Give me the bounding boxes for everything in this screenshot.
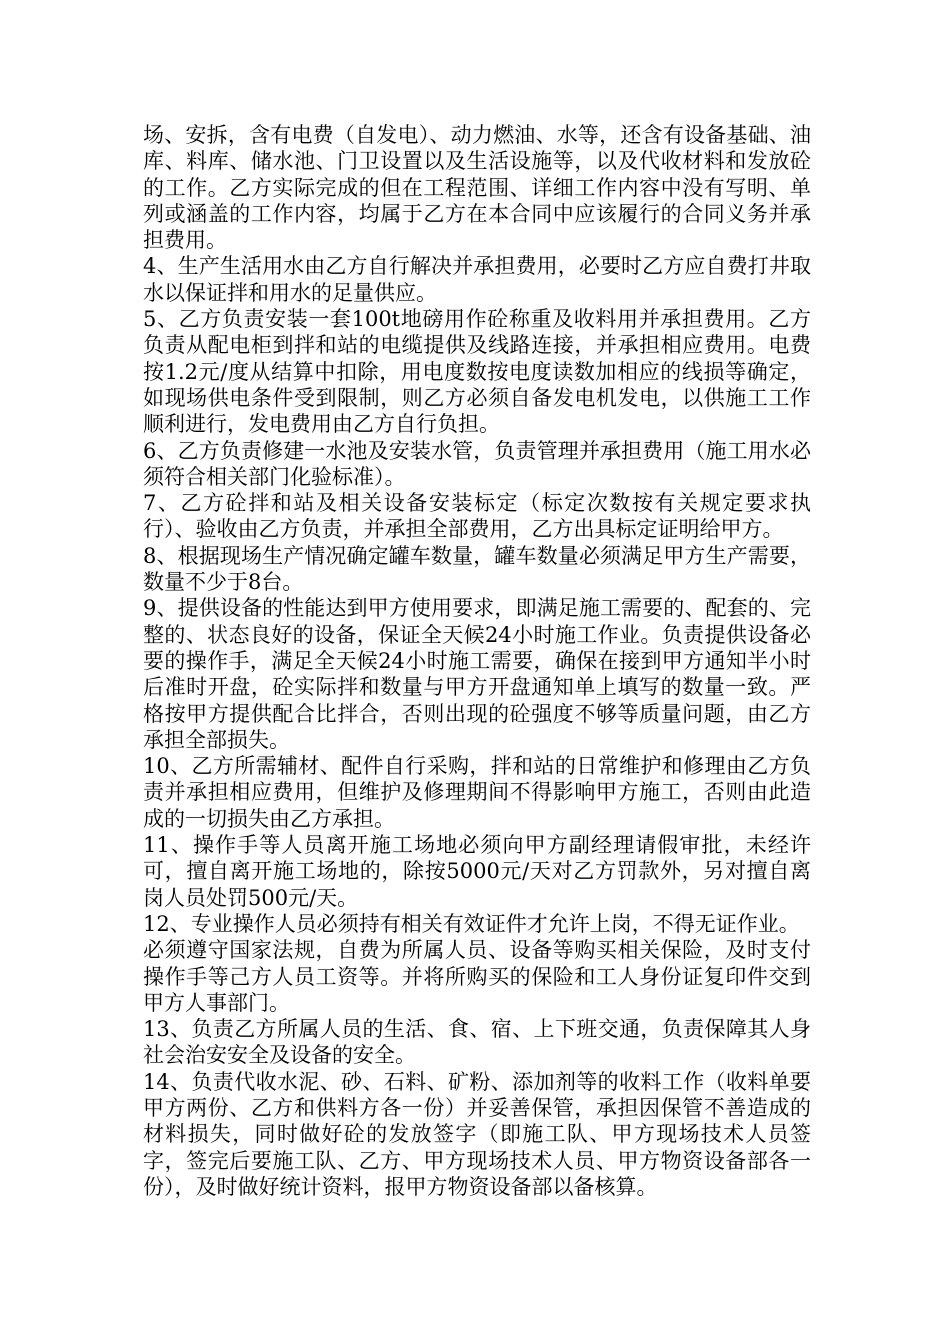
clause-8: 8、根据现场生产情况确定罐车数量，罐车数量必须满足甲方生产需要，数量不少于8台。 [143, 543, 811, 595]
clause-10: 10、乙方所需辅材、配件自行采购，拌和站的日常维护和修理由乙方负责并承担相应费用，但维护及修理期间不得影响甲方施工，否则由此造成的一切损失由乙方承担。 [143, 754, 811, 831]
clause-5: 5、乙方负责安装一套100t地磅用作砼称重及收料用并承担费用。乙方负责从配电柜到拌和站的电缆提供及线路连接，并承担相应费用。电费按1.2元/度从结算中扣除，用电度数按电度读数加相应的线损等确定，如现场供电条件受到限制，则乙方必须自备发电机发电，以供施工工作顺利进行，发电费用由乙方自行负担。 [143, 307, 811, 437]
clause-13: 13、负责乙方所属人员的生活、食、宿、上下班交通，负责保障其人身社会治安安全及设备的安全。 [143, 1017, 811, 1068]
document-body [143, 122, 811, 1200]
clause-14: 14、负责代收水泥、砂、石料、矿粉、添加剂等的收料工作（收料单要甲方两份、乙方和供料方各一份）并妥善保管，承担因保管不善造成的材料损失，同时做好砼的发放签字（即施工队、甲方现场技术人员签字，签完后要施工队、乙方、甲方现场技术人员、甲方物资设备部各一份），及时做好统计资料，报甲方物资设备部以备核算。 [143, 1069, 811, 1199]
clause-6: 6、乙方负责修建一水池及安装水管，负责管理并承担费用（施工用水必须符合相关部门化验标准）。 [143, 438, 811, 489]
clause-12: 12、专业操作人员必须持有相关有效证件才允许上岗，不得无证作业。 [143, 911, 800, 936]
clause-4: 4、生产生活用水由乙方自行解决并承担费用，必要时乙方应自费打井取水以保证拌和用水的足量供应。 [143, 254, 811, 305]
clause-12-continuation: 必须遵守国家法规，自费为所属人员、设备等购买相关保险，及时支付操作手等己方人员工资等。并将所购买的保险和工人身份证复印件交到甲方人事部门。 [143, 938, 811, 1015]
clause-9: 9、提供设备的性能达到甲方使用要求，即满足施工需要的、配套的、完整的、状态良好的设备，保证全天候24小时施工作业。负责提供设备必要的操作手，满足全天候24小时施工需要，确保在接到甲方通知半小时后准时开盘，砼实际拌和数量与甲方开盘通知单上填写的数量一致。严格按甲方提供配合比拌合，否则出现的砼强度不够等质量问题，由乙方承担全部损失。 [143, 596, 811, 752]
clause-11: 11、操作手等人员离开施工场地必须向甲方副经理请假审批，未经许可，擅自离开施工场地的，除按5000元/天对乙方罚款外，另对擅自离岗人员处罚500元/天。 [143, 833, 811, 910]
clause-7: 7、乙方砼拌和站及相关设备安装标定（标定次数按有关规定要求执行）、验收由乙方负责，并承担全部费用，乙方出具标定证明给甲方。 [143, 491, 811, 542]
paragraph-continuation: 场、安拆，含有电费（自发电）、动力燃油、水等，还含有设备基础、油库、料库、储水池、门卫设置以及生活设施等，以及代收材料和发放砼的工作。乙方实际完成的但在工程范围、详细工作内容中没有写明、单列或涵盖的工作内容，均属于乙方在本合同中应该履行的合同义务并承担费用。 [143, 123, 811, 253]
